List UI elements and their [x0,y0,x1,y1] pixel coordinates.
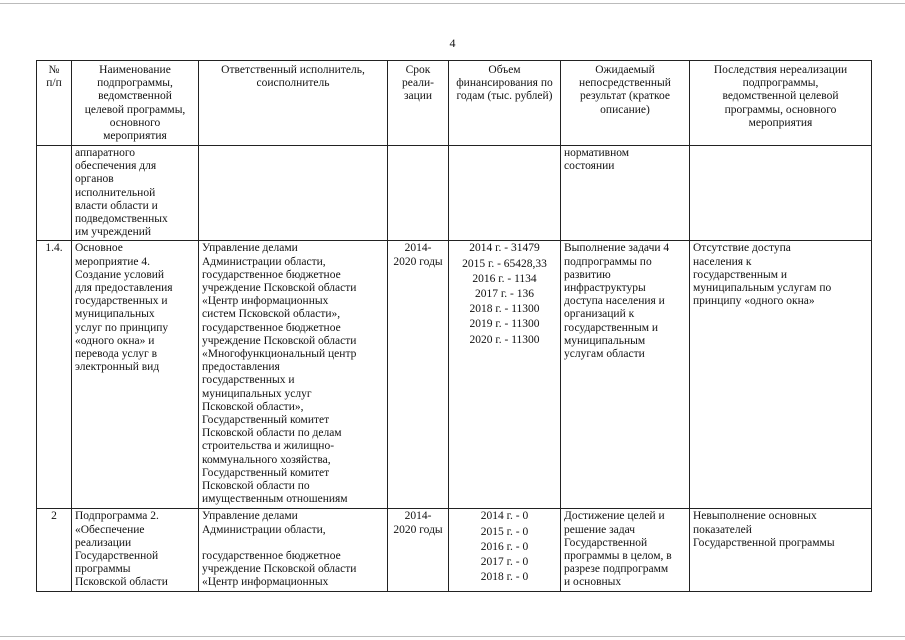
cell-term [388,146,449,241]
header-row [37,61,872,146]
header-executor: Ответственный исполнитель, соисполнитель [199,61,388,146]
funding-line: 2016 г. - 0 [480,540,529,553]
cell-consequence: Отсутствие доступа населения к государственным и муниципальным услугам по принципу «одного окна» [690,241,872,509]
cell-term: 2014- 2020 годы [388,241,449,509]
funding-line: 2014 г. - 31479 [469,242,540,255]
header-name: Наименование подпрограммы, ведомственной целевой программы, основного мероприятия [72,61,199,146]
table-row [37,146,872,241]
cell-executor: Управление делами Администрации области, государственное бюджетное учреждение Псковской области «Центр информационных систем Псковской области», государственное бюджетное учреждение Псковской области «Многофункциональный центр предоставления государственных и муниципальных услуг Псковской области», Государственный комитет Псковской области по делам строительства и жилищно- коммунального хозяйства, Государственный комитет Псковской области по имущественным отношениям [199,241,388,509]
cell-executor [199,146,388,241]
program-table [36,60,872,592]
cell-consequence: Невыполнение основных показателей Государственной программы [690,509,872,591]
table-row [37,509,872,591]
cell-consequence [690,146,872,241]
funding-line: 2019 г. - 11300 [469,318,540,331]
cell-name: аппаратного обеспечения для органов исполнительной власти области и подведомственных им учреждений [72,146,199,241]
funding-line: 2018 г. - 0 [480,571,529,584]
cell-num: 2 [37,509,72,591]
funding-line: 2015 г. - 0 [480,525,529,538]
funding-line: 2020 г. - 11300 [469,333,540,346]
funding-line: 2018 г. - 11300 [469,303,540,316]
cell-name: Основное мероприятие 4. Создание условий для предоставления государственных и муниципальных услуг по принципу «одного окна» и перевода услуг в электронный вид [72,241,199,509]
cell-term: 2014- 2020 годы [388,509,449,591]
header-num: № п/п [37,61,72,146]
header-funding: Объем финансирования по годам (тыс. рублей) [449,61,561,146]
cell-funding [449,509,561,591]
scan-edge-top [0,3,905,4]
cell-result: Достижение целей и решение задач Государственной программы в целом, в разрезе подпрограмм и основных [561,509,690,591]
cell-executor: Управление делами Администрации области, государственное бюджетное учреждение Псковской области «Центр информационных [199,509,388,591]
funding-line: 2017 г. - 0 [480,556,529,569]
cell-result: нормативном состоянии [561,146,690,241]
header-result: Ожидаемый непосредственный результат (краткое описание) [561,61,690,146]
funding-line: 2015 г. - 65428,33 [462,257,547,270]
scan-edge-bottom [0,636,905,637]
cell-funding [449,241,561,509]
header-term: Срок реали- зации [388,61,449,146]
cell-num [37,146,72,241]
table-row [37,241,872,509]
cell-name: Подпрограмма 2. «Обеспечение реализации Государственной программы Псковской области [72,509,199,591]
funding-line: 2016 г. - 1134 [472,272,537,285]
header-consequence: Последствия нереализации подпрограммы, ведомственной целевой программы, основного мероприятия [690,61,872,146]
page-number: 4 [449,36,456,50]
cell-result: Выполнение задачи 4 подпрограммы по развитию инфраструктуры доступа населения и организаций к государственным и муниципальным услугам области [561,241,690,509]
funding-line: 2017 г. - 136 [475,288,534,301]
funding-line: 2014 г. - 0 [480,510,529,523]
cell-num: 1.4. [37,241,72,509]
cell-funding [449,146,561,241]
